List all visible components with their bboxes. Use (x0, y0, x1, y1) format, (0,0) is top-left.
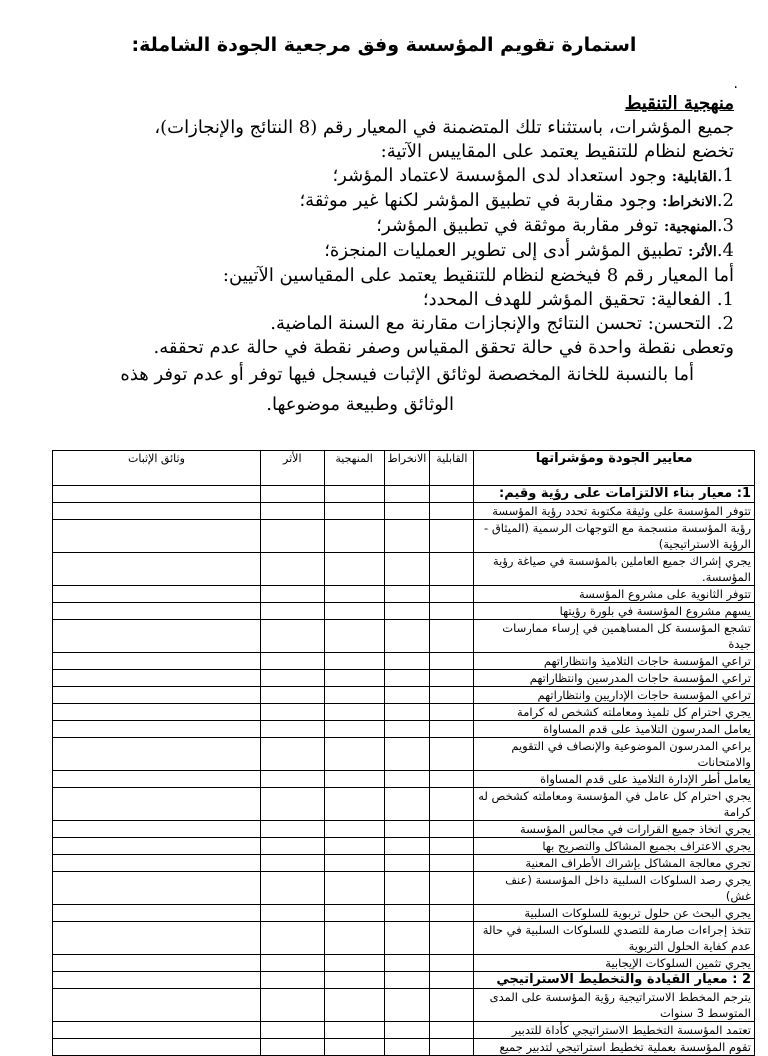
impact-cell[interactable] (260, 738, 324, 771)
capability-cell[interactable] (430, 653, 474, 670)
header-engagement: الانخراط (384, 451, 430, 486)
criterion-heading: 2 : معيار القيادة والتخطيط الاستراتيجي (474, 972, 755, 989)
header-methodology: المنهجية (324, 451, 384, 486)
table-header-row (53, 451, 755, 486)
criterion-heading: 1: معيار بناء الالتزامات على رؤية وقيم: (474, 486, 755, 503)
table-row (53, 838, 755, 855)
capability-cell[interactable] (430, 738, 474, 771)
table-row (53, 771, 755, 788)
table-row (53, 553, 755, 586)
impact-cell[interactable] (260, 838, 324, 855)
methodology-cell[interactable] (324, 603, 384, 620)
evidence-cell[interactable] (53, 620, 261, 653)
impact-cell[interactable] (260, 503, 324, 520)
engagement-cell[interactable] (384, 687, 430, 704)
engagement-cell[interactable] (384, 922, 430, 955)
methodology-cell[interactable] (324, 486, 384, 503)
impact-cell[interactable] (260, 1022, 324, 1039)
indicator-cell: رؤية المؤسسة منسجمة مع التوجهات الرسمية (الميثاق - الرؤية الاستراتيجية) (474, 520, 755, 553)
table-row (53, 503, 755, 520)
table-row (53, 670, 755, 687)
table-body (53, 486, 755, 1056)
impact-cell[interactable] (260, 670, 324, 687)
evidence-note-line-2: الوثائق وطبيعة موضوعها. (266, 394, 454, 415)
methodology-cell[interactable] (324, 503, 384, 520)
engagement-cell[interactable] (384, 788, 430, 821)
indicator-cell: يجري إشراك جميع العاملين بالمؤسسة في صياغة رؤية المؤسسة. (474, 553, 755, 586)
impact-cell[interactable] (260, 771, 324, 788)
table-row (53, 653, 755, 670)
capability-cell[interactable] (430, 553, 474, 586)
intro-line-2: تخضع لنظام للتنقيط يعتمد على المقاييس الآتية: (380, 141, 734, 162)
scale-item-4: 4.الأثر: تطبيق المؤشر أدى إلى تطوير العمليات المنجزة؛ (324, 240, 734, 261)
methodology-cell[interactable] (324, 771, 384, 788)
evidence-cell[interactable] (53, 653, 261, 670)
form-title: استمارة تقويم المؤسسة وفق مرجعية الجودة الشاملة: (131, 34, 637, 56)
evidence-cell[interactable] (53, 704, 261, 721)
indicator-cell: يترجم المخطط الاستراتيجية رؤية المؤسسة على المدى المتوسط 3 سنوات (474, 989, 755, 1022)
evidence-cell[interactable] (53, 771, 261, 788)
capability-cell[interactable] (430, 821, 474, 838)
table-row (53, 989, 755, 1022)
indicator-cell: يجري احترام كل عامل في المؤسسة ومعاملته كشخص له كرامة (474, 788, 755, 821)
methodology-cell[interactable] (324, 553, 384, 586)
impact-cell[interactable] (260, 687, 324, 704)
evidence-cell[interactable] (53, 1039, 261, 1056)
indicator-cell: يراعي المدرسون الموضوعية والإنصاف في التقويم والامتحانات (474, 738, 755, 771)
evidence-cell[interactable] (53, 1022, 261, 1039)
methodology-heading: منهجية التنقيط (624, 93, 734, 114)
indicator-cell: تقوم المؤسسة بعملية تخطيط استراتيجي لتدبير جميع (474, 1039, 755, 1056)
engagement-cell[interactable] (384, 855, 430, 872)
engagement-cell[interactable] (384, 586, 430, 603)
methodology-cell[interactable] (324, 738, 384, 771)
capability-cell[interactable] (430, 838, 474, 855)
impact-cell[interactable] (260, 704, 324, 721)
impact-cell[interactable] (260, 486, 324, 503)
impact-cell[interactable] (260, 872, 324, 905)
indicator-cell: يجري اتخاذ جميع القرارات في مجالس المؤسسة (474, 821, 755, 838)
methodology-cell[interactable] (324, 1022, 384, 1039)
capability-cell[interactable] (430, 603, 474, 620)
indicator-cell: يجري رصد السلوكات السلبية داخل المؤسسة (عنف غش) (474, 872, 755, 905)
capability-cell[interactable] (430, 1022, 474, 1039)
capability-cell[interactable] (430, 687, 474, 704)
table-row (53, 1039, 755, 1056)
engagement-cell[interactable] (384, 738, 430, 771)
evidence-cell[interactable] (53, 503, 261, 520)
evidence-cell[interactable] (53, 721, 261, 738)
table-row (53, 1022, 755, 1039)
engagement-cell[interactable] (384, 670, 430, 687)
evidence-cell[interactable] (53, 603, 261, 620)
table-row (53, 721, 755, 738)
evidence-cell[interactable] (53, 738, 261, 771)
engagement-cell[interactable] (384, 553, 430, 586)
header-criteria: معايير الجودة ومؤشراتها (474, 451, 755, 486)
indicator-cell: يسهم مشروع المؤسسة في بلورة رؤيتها (474, 603, 755, 620)
capability-cell[interactable] (430, 922, 474, 955)
standard-8-item-2: 2. التحسن: تحسن النتائج والإنجازات مقارنة مع السنة الماضية. (270, 313, 734, 334)
impact-cell[interactable] (260, 955, 324, 972)
scale-item-3: 3.المنهجية: توفر مقاربة موثقة في تطبيق المؤشر؛ (376, 215, 734, 236)
engagement-cell[interactable] (384, 955, 430, 972)
evidence-cell[interactable] (53, 838, 261, 855)
table-row (53, 922, 755, 955)
indicator-cell: تراعي المؤسسة حاجات التلاميذ وانتظاراتهم (474, 653, 755, 670)
stray-dot: . (733, 76, 738, 92)
header-capability: القابلية (430, 451, 474, 486)
methodology-cell[interactable] (324, 653, 384, 670)
engagement-cell[interactable] (384, 1039, 430, 1056)
impact-cell[interactable] (260, 855, 324, 872)
methodology-cell[interactable] (324, 972, 384, 989)
capability-cell[interactable] (430, 855, 474, 872)
standard-8-item-1: 1. الفعالية: تحقيق المؤشر للهدف المحدد؛ (422, 289, 734, 310)
impact-cell[interactable] (260, 653, 324, 670)
scoring-methodology (34, 92, 734, 420)
indicator-cell: تشجع المؤسسة كل المساهمين في إرساء ممارسات جيدة (474, 620, 755, 653)
indicator-cell: تعتمد المؤسسة التخطيط الاستراتيجي كأداة للتدبير (474, 1022, 755, 1039)
engagement-cell[interactable] (384, 503, 430, 520)
engagement-cell[interactable] (384, 603, 430, 620)
table-row (53, 955, 755, 972)
table-row (53, 821, 755, 838)
methodology-cell[interactable] (324, 872, 384, 905)
indicator-cell: تتخذ إجراءات صارمة للتصدي للسلوكات السلبية في حالة عدم كفاية الحلول التربوية (474, 922, 755, 955)
engagement-cell[interactable] (384, 653, 430, 670)
capability-cell[interactable] (430, 620, 474, 653)
methodology-cell[interactable] (324, 687, 384, 704)
capability-cell[interactable] (430, 486, 474, 503)
methodology-cell[interactable] (324, 989, 384, 1022)
impact-cell[interactable] (260, 586, 324, 603)
capability-cell[interactable] (430, 503, 474, 520)
methodology-cell[interactable] (324, 955, 384, 972)
evidence-cell[interactable] (53, 687, 261, 704)
indicator-cell: تجري معالجة المشاكل بإشراك الأطراف المعنية (474, 855, 755, 872)
capability-cell[interactable] (430, 905, 474, 922)
methodology-cell[interactable] (324, 721, 384, 738)
evidence-cell[interactable] (53, 821, 261, 838)
engagement-cell[interactable] (384, 905, 430, 922)
evidence-cell[interactable] (53, 586, 261, 603)
capability-cell[interactable] (430, 586, 474, 603)
evidence-cell[interactable] (53, 788, 261, 821)
capability-cell[interactable] (430, 972, 474, 989)
evidence-cell[interactable] (53, 955, 261, 972)
indicator-cell: تراعي المؤسسة حاجات المدرسين وانتظاراتهم (474, 670, 755, 687)
methodology-cell[interactable] (324, 922, 384, 955)
capability-cell[interactable] (430, 1039, 474, 1056)
engagement-cell[interactable] (384, 838, 430, 855)
impact-cell[interactable] (260, 922, 324, 955)
impact-cell[interactable] (260, 520, 324, 553)
table-row (53, 586, 755, 603)
evidence-cell[interactable] (53, 922, 261, 955)
intro-line-1: جميع المؤشرات، باستثناء تلك المتضمنة في المعيار رقم (8 النتائج والإنجازات)، (154, 117, 734, 138)
impact-cell[interactable] (260, 821, 324, 838)
capability-cell[interactable] (430, 721, 474, 738)
indicator-cell: يجري احترام كل تلميذ ومعاملته كشخص له كرامة (474, 704, 755, 721)
impact-cell[interactable] (260, 603, 324, 620)
methodology-cell[interactable] (324, 1039, 384, 1056)
engagement-cell[interactable] (384, 872, 430, 905)
capability-cell[interactable] (430, 771, 474, 788)
table-row (53, 788, 755, 821)
capability-cell[interactable] (430, 520, 474, 553)
scoring-rule: وتعطى نقطة واحدة في حالة تحقق المقياس وصفر نقطة في حالة عدم تحققه. (153, 337, 734, 358)
methodology-cell[interactable] (324, 670, 384, 687)
header-impact: الأثر (260, 451, 324, 486)
methodology-cell[interactable] (324, 704, 384, 721)
engagement-cell[interactable] (384, 486, 430, 503)
capability-cell[interactable] (430, 788, 474, 821)
impact-cell[interactable] (260, 553, 324, 586)
capability-cell[interactable] (430, 872, 474, 905)
evidence-cell[interactable] (53, 989, 261, 1022)
indicator-cell: يعامل المدرسون التلاميذ على قدم المساواة (474, 721, 755, 738)
evidence-cell[interactable] (53, 972, 261, 989)
indicator-cell: تراعي المؤسسة حاجات الإداريين وانتظاراتهم (474, 687, 755, 704)
evidence-cell[interactable] (53, 486, 261, 503)
scale-item-2: 2.الانخراط: وجود مقاربة في تطبيق المؤشر لكنها غير موثقة؛ (299, 190, 734, 211)
table-row (53, 704, 755, 721)
evidence-note-line-1: أما بالنسبة للخانة المخصصة لوثائق الإثبات فيسجل فيها توفر أو عدم توفر هذه (120, 364, 694, 385)
table-row (53, 855, 755, 872)
scale-item-1: 1.القابلية: وجود استعداد لدى المؤسسة لاعتماد المؤشر؛ (332, 165, 734, 186)
evidence-cell[interactable] (53, 872, 261, 905)
evidence-cell[interactable] (53, 905, 261, 922)
header-evidence: وثائق الإثبات (53, 451, 261, 486)
impact-cell[interactable] (260, 721, 324, 738)
capability-cell[interactable] (430, 989, 474, 1022)
evaluation-table (52, 450, 755, 1056)
impact-cell[interactable] (260, 989, 324, 1022)
methodology-cell[interactable] (324, 821, 384, 838)
capability-cell[interactable] (430, 955, 474, 972)
table-section-row (53, 972, 755, 989)
impact-cell[interactable] (260, 972, 324, 989)
indicator-cell: تتوفر المؤسسة على وثيقة مكتوبة تحدد رؤية المؤسسة (474, 503, 755, 520)
methodology-cell[interactable] (324, 838, 384, 855)
table-row (53, 738, 755, 771)
engagement-cell[interactable] (384, 704, 430, 721)
indicator-cell: يجري الاعتراف بجميع المشاكل والتصريح بها (474, 838, 755, 855)
methodology-cell[interactable] (324, 620, 384, 653)
engagement-cell[interactable] (384, 771, 430, 788)
methodology-cell[interactable] (324, 855, 384, 872)
impact-cell[interactable] (260, 1039, 324, 1056)
capability-cell[interactable] (430, 704, 474, 721)
impact-cell[interactable] (260, 905, 324, 922)
engagement-cell[interactable] (384, 520, 430, 553)
evidence-cell[interactable] (53, 520, 261, 553)
table-section-row (53, 486, 755, 503)
engagement-cell[interactable] (384, 721, 430, 738)
engagement-cell[interactable] (384, 989, 430, 1022)
engagement-cell[interactable] (384, 821, 430, 838)
methodology-cell[interactable] (324, 788, 384, 821)
impact-cell[interactable] (260, 620, 324, 653)
engagement-cell[interactable] (384, 1022, 430, 1039)
indicator-cell: يعامل أطر الإدارة التلاميذ على قدم المساواة (474, 771, 755, 788)
engagement-cell[interactable] (384, 620, 430, 653)
table-row (53, 603, 755, 620)
methodology-cell[interactable] (324, 586, 384, 603)
engagement-cell[interactable] (384, 972, 430, 989)
evidence-cell[interactable] (53, 670, 261, 687)
table-row (53, 872, 755, 905)
evidence-note (34, 360, 734, 420)
capability-cell[interactable] (430, 670, 474, 687)
methodology-cell[interactable] (324, 905, 384, 922)
table-row (53, 687, 755, 704)
indicator-cell: يجري البحث عن حلول تربوية للسلوكات السلبية (474, 905, 755, 922)
methodology-cell[interactable] (324, 520, 384, 553)
evidence-cell[interactable] (53, 855, 261, 872)
impact-cell[interactable] (260, 788, 324, 821)
standard-8-line: أما المعيار رقم 8 فيخضع لنظام للتنقيط يعتمد على المقياسين الآتيين: (222, 265, 734, 286)
evidence-cell[interactable] (53, 553, 261, 586)
indicator-cell: يجري تثمين السلوكات الإيجابية (474, 955, 755, 972)
table-row (53, 520, 755, 553)
table-row (53, 905, 755, 922)
indicator-cell: تتوفر الثانوية على مشروع المؤسسة (474, 586, 755, 603)
table-row (53, 620, 755, 653)
